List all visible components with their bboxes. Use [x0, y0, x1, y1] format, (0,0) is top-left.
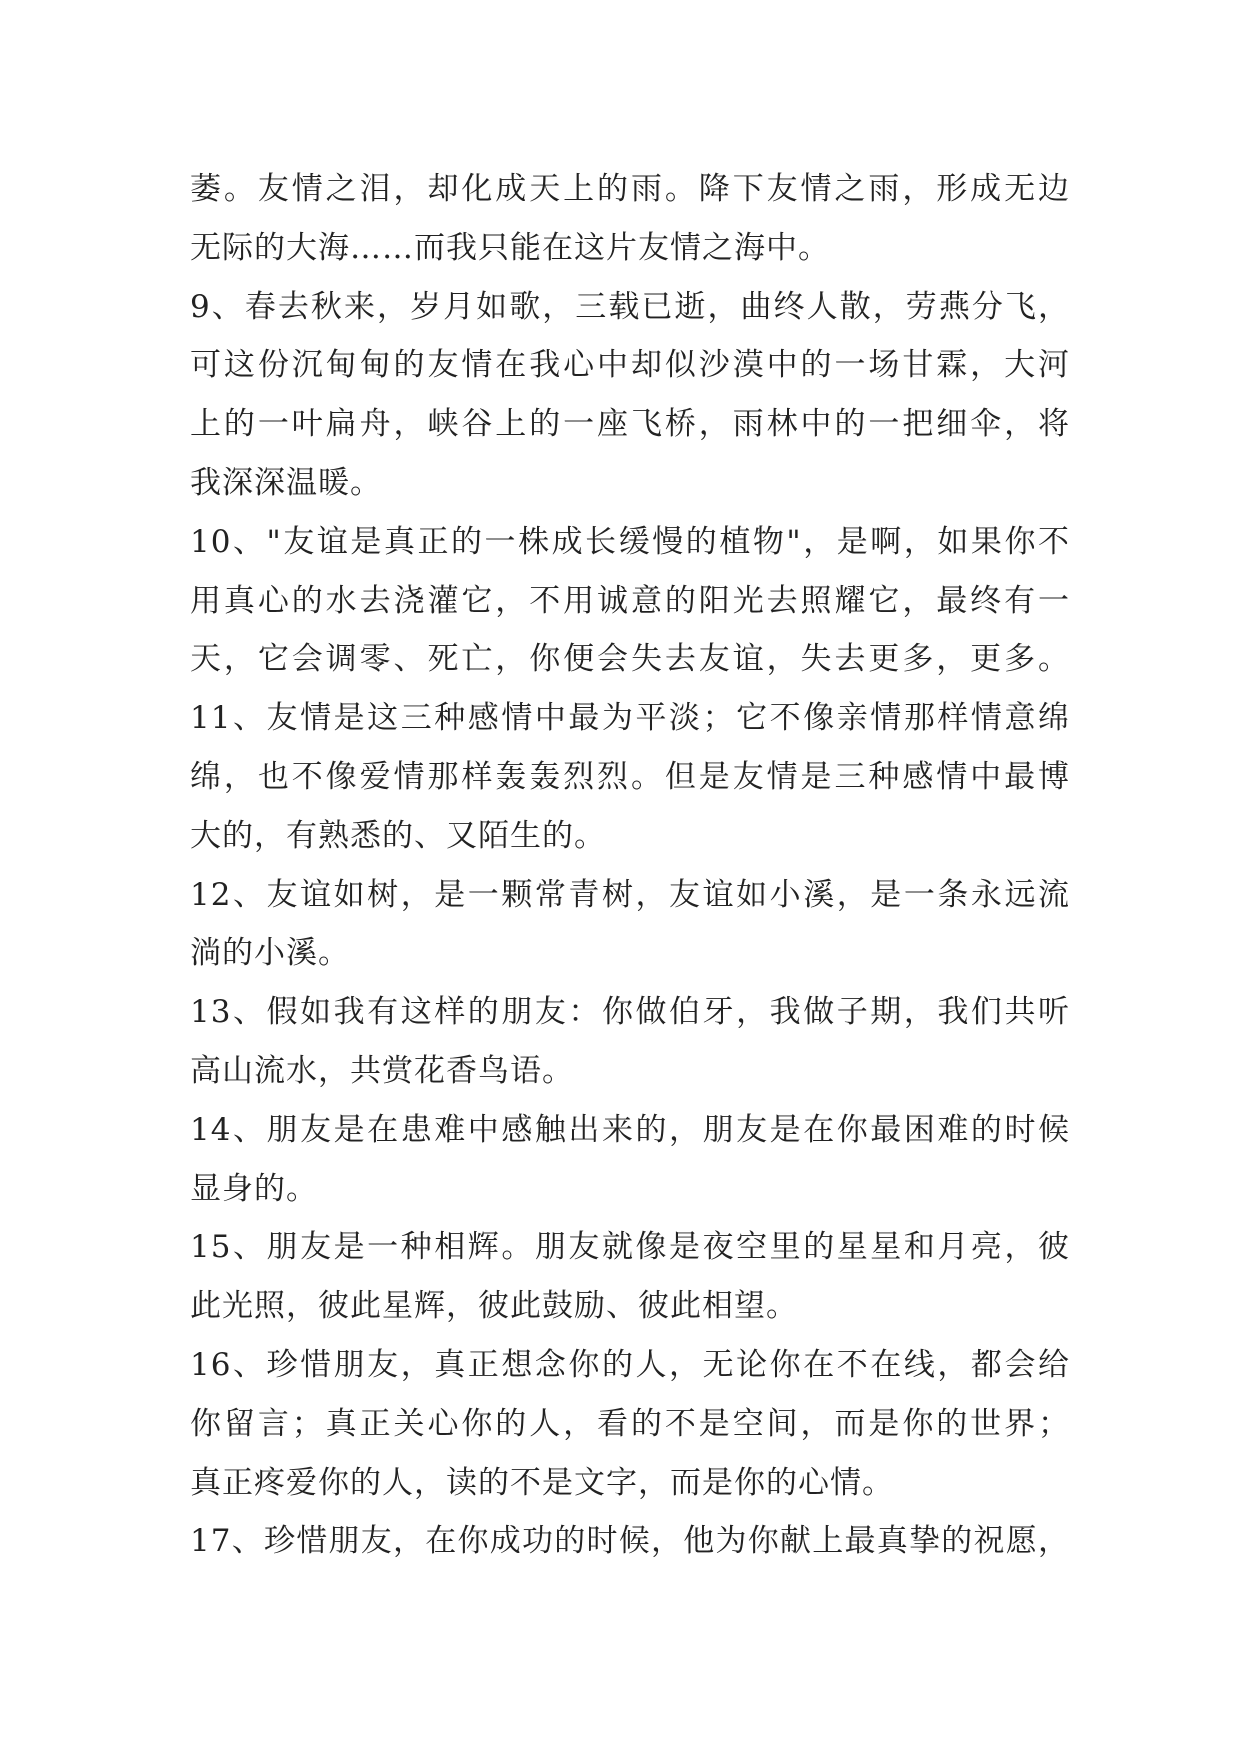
text-line: 15、朋友是一种相辉。朋友就像是夜空里的星星和月亮，彼: [190, 1229, 1070, 1266]
text-line: 17、珍惜朋友，在你成功的时候，他为你献上最真挚的祝愿，: [190, 1523, 1070, 1560]
text-line: 我深深温暖。: [190, 464, 382, 501]
text-line: 萎。友情之泪，却化成天上的雨。降下友情之雨，形成无边: [190, 171, 1070, 207]
text-line: 真正疼爱你的人，读的不是文字，而是你的心情。: [190, 1464, 894, 1501]
text-line: 绵，也不像爱情那样轰轰烈烈。但是友情是三种感情中最博: [190, 758, 1070, 795]
text-line: 此光照，彼此星辉，彼此鼓励、彼此相望。: [190, 1288, 798, 1325]
text-line: 10、"友谊是真正的一株成长缓慢的植物"，是啊，如果你不: [190, 523, 1070, 560]
text-line: 你留言；真正关心你的人，看的不是空间，而是你的世界；: [190, 1405, 1070, 1442]
text-line: 无际的大海……而我只能在这片友情之海中。: [190, 229, 830, 266]
text-line: 13、假如我有这样的朋友：你做伯牙，我做子期，我们共听: [190, 994, 1070, 1031]
text-line: 12、友谊如树，是一颗常青树，友谊如小溪，是一条永远流: [190, 876, 1070, 913]
text-line: 大的，有熟悉的、又陌生的。: [190, 817, 606, 854]
text-line: 天，它会调零、死亡，你便会失去友谊，失去更多，更多。: [190, 641, 1070, 678]
text-line: 11、友情是这三种感情中最为平淡；它不像亲情那样情意绵: [190, 700, 1070, 737]
text-line: 用真心的水去浇灌它，不用诚意的阳光去照耀它，最终有一: [190, 582, 1070, 619]
body-text: [190, 160, 1070, 1571]
text-line: 14、朋友是在患难中感触出来的，朋友是在你最困难的时候: [190, 1111, 1070, 1148]
text-line: 高山流水，共赏花香鸟语。: [190, 1052, 574, 1089]
text-line: 16、珍惜朋友，真正想念你的人，无论你在不在线，都会给: [190, 1346, 1070, 1383]
text-line: 可这份沉甸甸的友情在我心中却似沙漠中的一场甘霖，大河: [190, 347, 1070, 384]
text-line: 淌的小溪。: [190, 935, 350, 972]
text-line: 显身的。: [190, 1170, 318, 1207]
text-line: 上的一叶扁舟，峡谷上的一座飞桥，雨林中的一把细伞，将: [190, 406, 1070, 443]
text-line: 9、春去秋来，岁月如歌，三载已逝，曲终人散，劳燕分飞，: [190, 288, 1070, 325]
